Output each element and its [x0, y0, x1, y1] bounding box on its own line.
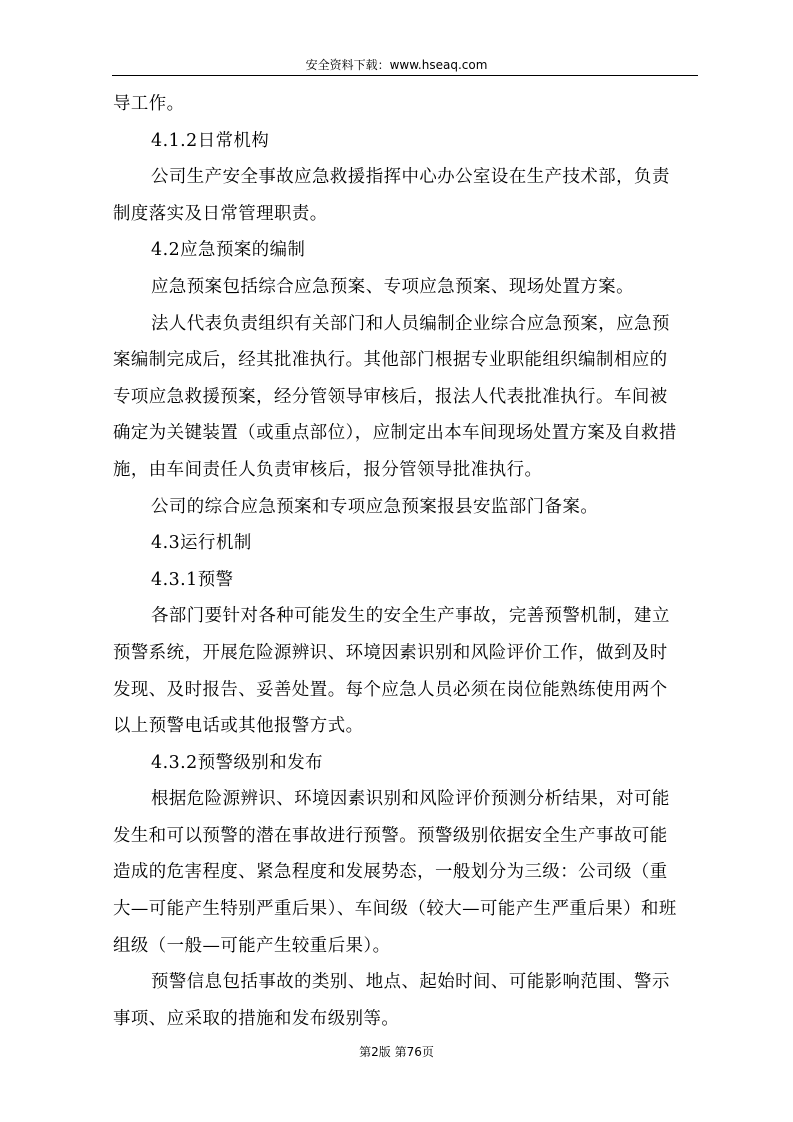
header-divider [112, 75, 698, 76]
section-heading-4-1-2: 4.1.2日常机构 [151, 130, 270, 151]
paragraph-line: 确定为关键装置（或重点部位），应制定出本车间现场处置方案及自救措 [113, 423, 677, 444]
page-footer: 第2版 第76页 [359, 1045, 434, 1059]
page-header: 安全资料下载：www.hseaq.com [305, 58, 488, 72]
section-heading-4-3-2: 4.3.2预警级别和发布 [151, 752, 323, 773]
paragraph-line: 以上预警电话或其他报警方式。 [113, 716, 364, 737]
section-heading-4-3-1: 4.3.1预警 [151, 569, 234, 590]
paragraph-line: 发生和可以预警的潜在事故进行预警。预警级别依据安全生产事故可能 [113, 825, 668, 846]
paragraph-line: 法人代表负责组织有关部门和人员编制企业综合应急预案，应急预 [151, 313, 670, 334]
paragraph-line: 发现、及时报告、妥善处置。每个应急人员必须在岗位能熟练使用两个 [113, 679, 668, 700]
paragraph-line: 公司生产安全事故应急救援指挥中心办公室设在生产技术部，负责 [151, 167, 670, 188]
paragraph-line: 公司的综合应急预案和专项应急预案报县安监部门备案。 [151, 496, 599, 517]
paragraph-line: 制度落实及日常管理职责。 [113, 203, 328, 224]
paragraph-line: 专项应急救援预案，经分管领导审核后，报法人代表批准执行。车间被 [113, 386, 668, 407]
paragraph-line: 根据危险源辨识、环境因素识别和风险评价预测分析结果，对可能 [151, 789, 670, 810]
body-line-continuation: 导工作。 [113, 94, 185, 114]
paragraph-line: 施，由车间责任人负责审核后，报分管领导批准执行。 [113, 459, 543, 480]
paragraph-line: 预警系统，开展危险源辨识、环境因素识别和风险评价工作，做到及时 [113, 642, 668, 663]
paragraph-line: 案编制完成后，经其批准执行。其他部门根据专业职能组织编制相应的 [113, 350, 668, 371]
paragraph-line: 各部门要针对各种可能发生的安全生产事故，完善预警机制，建立 [151, 606, 670, 627]
document-body [113, 86, 703, 1037]
section-heading-4-3: 4.3运行机制 [151, 533, 252, 554]
paragraph-line: 造成的危害程度、紧急程度和发展势态，一般划分为三级：公司级（重 [113, 862, 668, 883]
paragraph-line: 事项、应采取的措施和发布级别等。 [113, 1008, 400, 1029]
section-heading-4-2: 4.2应急预案的编制 [151, 240, 306, 261]
paragraph-line: 预警信息包括事故的类别、地点、起始时间、可能影响范围、警示 [151, 972, 670, 993]
paragraph-line: 组级（一般—可能产生较重后果）。 [113, 935, 391, 956]
paragraph-line: 大—可能产生特别严重后果）、车间级（较大—可能产生严重后果）和班 [113, 899, 677, 920]
paragraph-line: 应急预案包括综合应急预案、专项应急预案、现场处置方案。 [151, 276, 635, 297]
